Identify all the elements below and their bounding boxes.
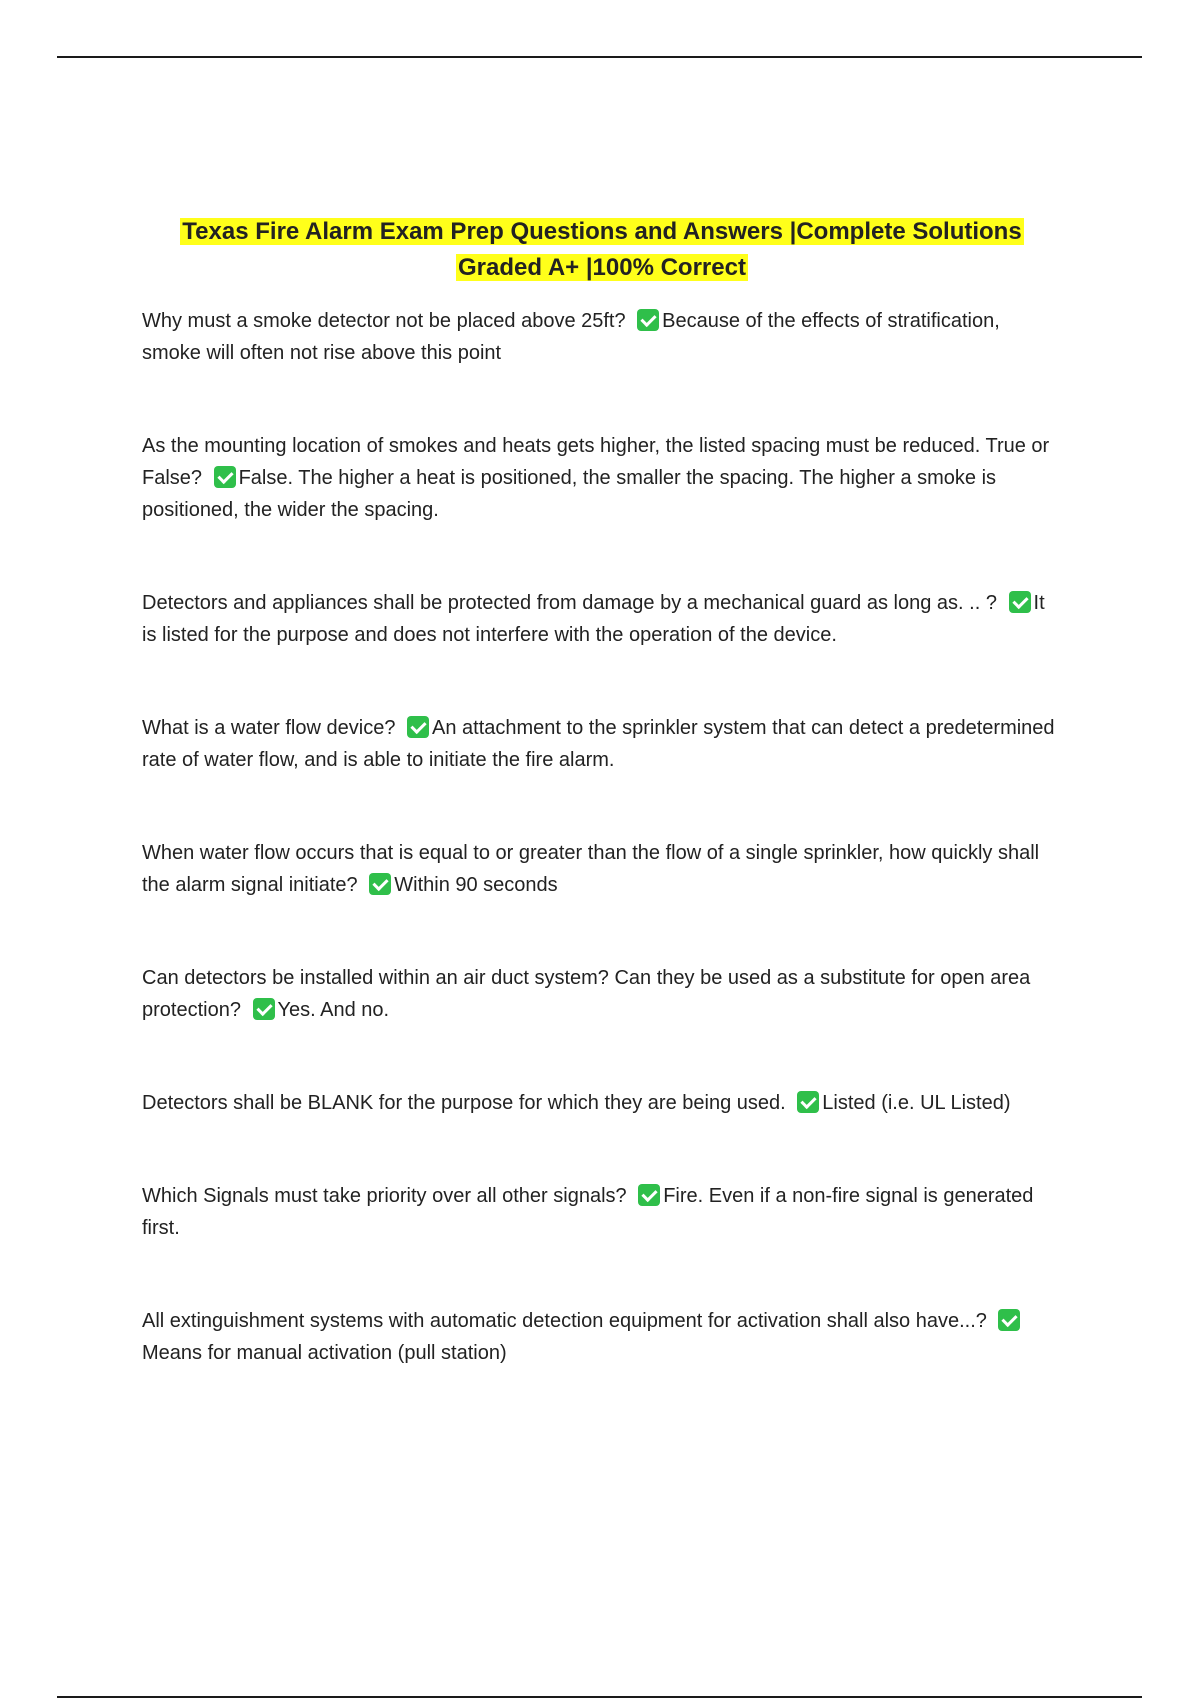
check-mark-icon — [1009, 591, 1031, 613]
check-mark-icon — [214, 466, 236, 488]
document-title — [142, 214, 1062, 286]
qa-item — [142, 962, 1062, 1026]
question-text: What is a water flow device? — [142, 717, 396, 739]
qa-item — [142, 305, 1062, 369]
answer-text: Within 90 seconds — [394, 874, 558, 896]
qa-item — [142, 1087, 1062, 1119]
question-text: Detectors and appliances shall be protected from damage by a mechanical guard as long as. .. ? — [142, 592, 997, 614]
qa-item — [142, 430, 1062, 526]
question-text: Detectors shall be BLANK for the purpose for which they are being used. — [142, 1092, 786, 1114]
question-text: Why must a smoke detector not be placed above 25ft? — [142, 310, 626, 332]
footer-rule — [57, 1696, 1142, 1698]
qa-item — [142, 837, 1062, 901]
check-mark-icon — [637, 309, 659, 331]
title-line-2: Graded A+ |100% Correct — [458, 254, 746, 281]
answer-text: Yes. And no. — [277, 999, 390, 1021]
answer-text: An attachment to the sprinkler system that can detect a predetermined rate of water flow, and is able to initiate the fire alarm. — [142, 717, 1055, 771]
check-mark-icon — [369, 873, 391, 895]
check-mark-icon — [998, 1309, 1020, 1331]
answer-text: It is listed for the purpose and does not interfere with the operation of the device. — [142, 592, 1045, 646]
check-mark-icon — [253, 998, 275, 1020]
qa-item — [142, 1305, 1062, 1369]
answer-text: Listed (i.e. UL Listed) — [822, 1092, 1011, 1114]
question-text: Which Signals must take priority over all other signals? — [142, 1185, 627, 1207]
header-rule — [57, 56, 1142, 58]
qa-item — [142, 587, 1062, 651]
answer-text: Because of the effects of stratification, smoke will often not rise above this point — [142, 310, 1000, 364]
check-mark-icon — [797, 1091, 819, 1113]
title-line-1: Texas Fire Alarm Exam Prep Questions and Answers |Complete Solutions — [182, 218, 1022, 245]
answer-text: Fire. Even if a non-fire signal is generated first. — [142, 1185, 1034, 1239]
question-text: Can detectors be installed within an air duct system? Can they be used as a substitute for open area protection? — [142, 967, 1031, 1021]
answer-text: Means for manual activation (pull station) — [142, 1342, 507, 1364]
document-body — [142, 214, 1062, 1369]
question-text: When water flow occurs that is equal to or greater than the flow of a single sprinkler, how quickly shall the alarm signal initiate? — [142, 842, 1040, 896]
answer-text: False. The higher a heat is positioned, the smaller the spacing. The higher a smoke is positioned, the wider the spacing. — [142, 467, 997, 521]
qa-item — [142, 1180, 1062, 1244]
question-text: All extinguishment systems with automatic detection equipment for activation shall also have...? — [142, 1310, 987, 1332]
check-mark-icon — [638, 1184, 660, 1206]
qa-item — [142, 712, 1062, 776]
check-mark-icon — [407, 716, 429, 738]
question-text: As the mounting location of smokes and heats gets higher, the listed spacing must be reduced. True or False? — [142, 435, 1050, 489]
